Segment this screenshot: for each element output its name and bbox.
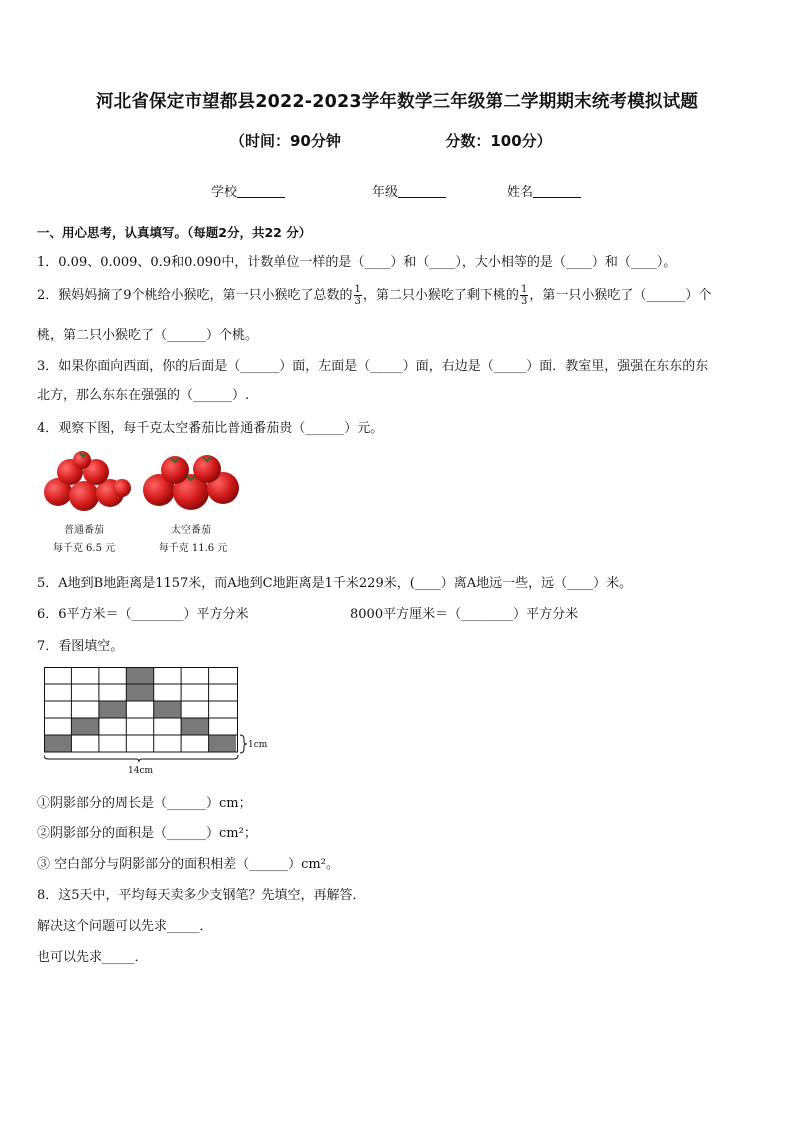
question-5: 5．A地到B地距离是1157米，而A地到C地距离是1千米229米，(____）离A地远一些，远（____）米。 [37,576,633,591]
q2-part3: ，第一只小猴吃了（______）个 [529,288,712,303]
school-blank[interactable] [237,185,285,198]
question-4: 4．观察下图，每千克太空番茄比普通番茄贵（______）元。 [37,421,384,436]
tomato-pile-icon [141,452,241,512]
space-tomato-price: 每千克 11.6 元 [158,543,228,554]
school-label: 学校 [211,185,238,200]
question-6a: 6．6平方米＝（________）平方分米 [37,607,249,622]
q2-part1: 2．猴妈妈摘了9个桃给小猴吃，第一只小猴吃了总数的 [37,288,353,303]
grade-blank[interactable] [398,185,446,198]
grade-field [372,181,446,200]
question-6b: 8000平方厘米＝（________）平方分米 [350,607,579,622]
question-7-3: ③ 空白部分与阴影部分的面积相差（______）cm²。 [37,857,339,872]
space-tomato-image [141,452,241,516]
name-blank[interactable] [533,185,581,198]
question-7: 7．看图填空。 [37,639,124,654]
regular-tomato-price: 每千克 6.5 元 [52,543,116,554]
tomato-pile-icon [40,450,132,520]
regular-tomato-name: 普通番茄 [64,525,104,536]
question-3-line2: 北方，那么东东在强强的（______）. [37,388,250,403]
question-8-2: 也可以先求_____． [37,950,148,965]
grade-label: 年级 [372,185,399,200]
fraction-one-third: $\frac{1}{3}$ [354,284,361,307]
grid-diagram [44,667,274,777]
shaded-cells [44,667,236,752]
question-2-line1 [37,284,711,307]
space-tomato-name: 太空番茄 [171,525,211,536]
question-2-line2: 桃，第二只小猴吃了（______）个桃。 [37,328,259,343]
regular-tomato-image [40,450,132,524]
grid-width-label: 14cm [128,766,154,776]
grid-height-label: 1cm [248,740,268,750]
page-title: 河北省保定市望都县2022-2023学年数学三年级第二学期期末统考模拟试题 [95,92,699,112]
question-7-2: ②阴影部分的面积是（______）cm²； [37,826,257,841]
name-field [507,181,581,200]
question-8: 8．这5天中，平均每天卖多少支钢笔？先填空，再解答． [37,888,366,903]
fraction-one-third: $\frac{1}{3}$ [520,284,528,307]
exam-subtitle: （时间：90分钟 分数：100分） [230,132,552,150]
question-8-1: 解决这个问题可以先求_____． [37,919,213,934]
section-heading: 一、用心思考，认真填写。（每题2分，共22 分） [37,225,312,240]
q2-part2: ，第二只小猴吃了剩下桃的 [362,288,519,303]
shaded-grid-figure [44,667,274,781]
question-3-line1: 3．如果你面向西面，你的后面是（______）面，左面是（_____）面，右边是（_____）面．教室里，强强在东东的东 [37,359,709,374]
school-field [211,181,285,200]
question-7-1: ①阴影部分的周长是（______）cm； [37,796,252,811]
question-1: 1．0.09、0.009、0.9和0.090中，计数单位一样的是（____）和（____），大小相等的是（____）和（____）。 [37,255,677,270]
name-label: 姓名 [507,185,534,200]
